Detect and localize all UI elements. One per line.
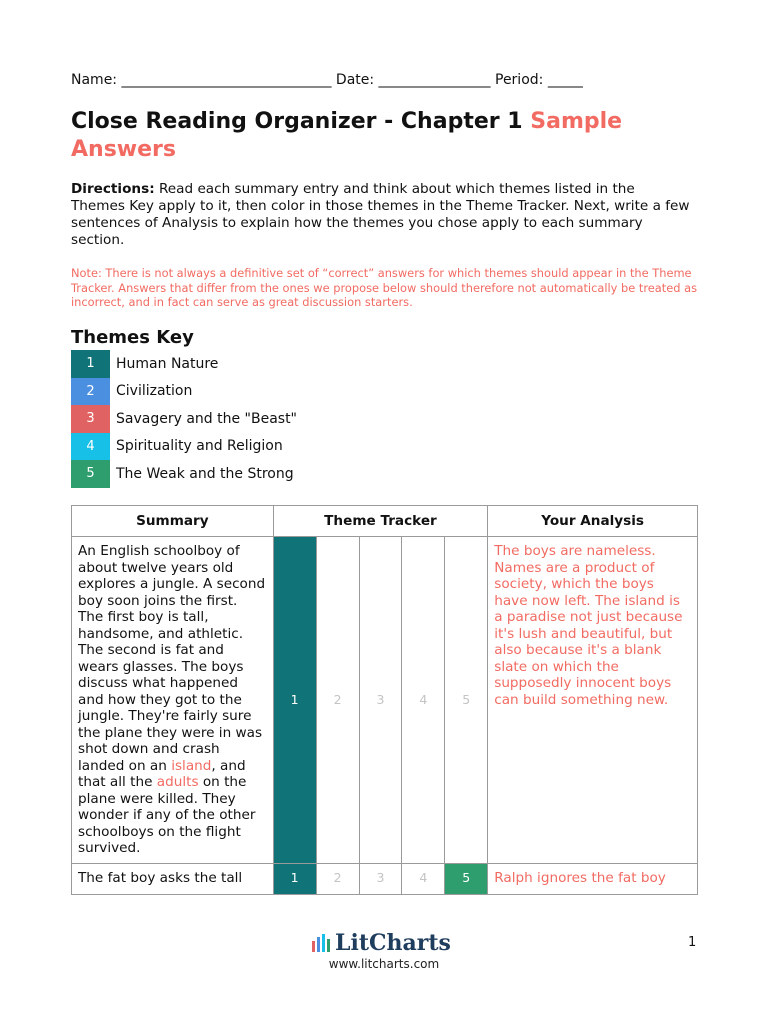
note-text: Note: There is not always a definitive set of “correct” answers for which themes should appear in the Theme Tracker. Answers that differ from the ones we propose below should therefore not automatically be treated as incorrect, and in fact can serve as great discussion starters. [71,266,698,309]
page-title [71,108,711,164]
theme-cell-1[interactable]: 1 [273,537,316,864]
theme-tracker-table [71,505,698,895]
theme-cell-4[interactable]: 4 [402,863,445,894]
theme-label-civilization: Civilization [116,383,193,400]
table-row [72,537,698,864]
theme-key-item [71,378,297,406]
analysis-cell[interactable]: The boys are nameless. Names are a product of society, which the boys have now left. The island is a paradise not just because it's lush and beautiful, but also because it's a blank slate on which the supposedly innocent boys can build something new. [488,537,698,864]
footer-url[interactable]: www.litcharts.com [328,957,440,971]
page-number: 1 [688,935,697,950]
theme-label-weak-strong: The Weak and the Strong [116,465,294,482]
theme-cell-1[interactable]: 1 [273,863,316,894]
summary-cell: The fat boy asks the tall [72,863,274,894]
litcharts-logo[interactable] [312,930,451,956]
theme-swatch-4: 4 [71,433,110,461]
summary-text: , and that all the [78,757,246,790]
theme-cell-4[interactable]: 4 [402,537,445,864]
theme-key-item [71,350,297,378]
title-main: Close Reading Organizer - Chapter 1 [71,109,523,134]
themes-key-heading: Themes Key [71,327,194,348]
theme-label-human-nature: Human Nature [116,355,219,372]
theme-cell-5[interactable]: 5 [445,863,488,894]
directions-text: Read each summary entry and think about which themes listed in the Themes Key apply to it, then color in those themes in the Theme Tracker. Next, write a few sentences of Analysis to explain how the themes you chose apply to each summary section. [71,181,690,248]
directions-label: Directions: [71,181,155,197]
logo-text: LitCharts [335,930,451,956]
summary-text: on the plane were killed. They wonder if any of the other schoolboys on the flight survived. [78,774,256,856]
theme-cell-3[interactable]: 3 [359,863,402,894]
student-info-line: Name: ______________________________ Date: ________________ Period: _____ [71,72,583,88]
theme-swatch-2: 2 [71,378,110,406]
theme-key-item [71,460,297,488]
title-accent: Sample Answers [71,109,623,162]
summary-cell [72,537,274,864]
theme-swatch-3: 3 [71,405,110,433]
analysis-header: Your Analysis [488,506,698,537]
theme-cell-2[interactable]: 2 [316,863,359,894]
table-header-row [72,506,698,537]
theme-cell-2[interactable]: 2 [316,537,359,864]
theme-key-item [71,433,297,461]
directions [71,181,691,249]
summary-header: Summary [72,506,274,537]
analysis-cell[interactable]: Ralph ignores the fat boy [488,863,698,894]
logo-bars-icon [312,934,330,952]
theme-label-spirituality: Spirituality and Religion [116,438,283,455]
adults-link[interactable]: adults [156,774,199,790]
theme-tracker-header: Theme Tracker [273,506,488,537]
theme-swatch-1: 1 [71,350,110,378]
table-row [72,863,698,894]
island-link[interactable]: island [171,757,212,774]
themes-key-list [71,350,297,488]
theme-swatch-5: 5 [71,460,110,488]
theme-cell-5[interactable]: 5 [445,537,488,864]
theme-key-item [71,405,297,433]
theme-label-savagery: Savagery and the "Beast" [116,410,297,427]
summary-text: An English schoolboy of about twelve years old explores a jungle. A second boy soon joins the first. The first boy is tall, handsome, and athletic. The second is fat and wears glasses. The boys discuss what happened and how they got to the jungle. They're fairly sure the plane they were in was shot down and crash landed on an [78,543,266,774]
theme-cell-3[interactable]: 3 [359,537,402,864]
